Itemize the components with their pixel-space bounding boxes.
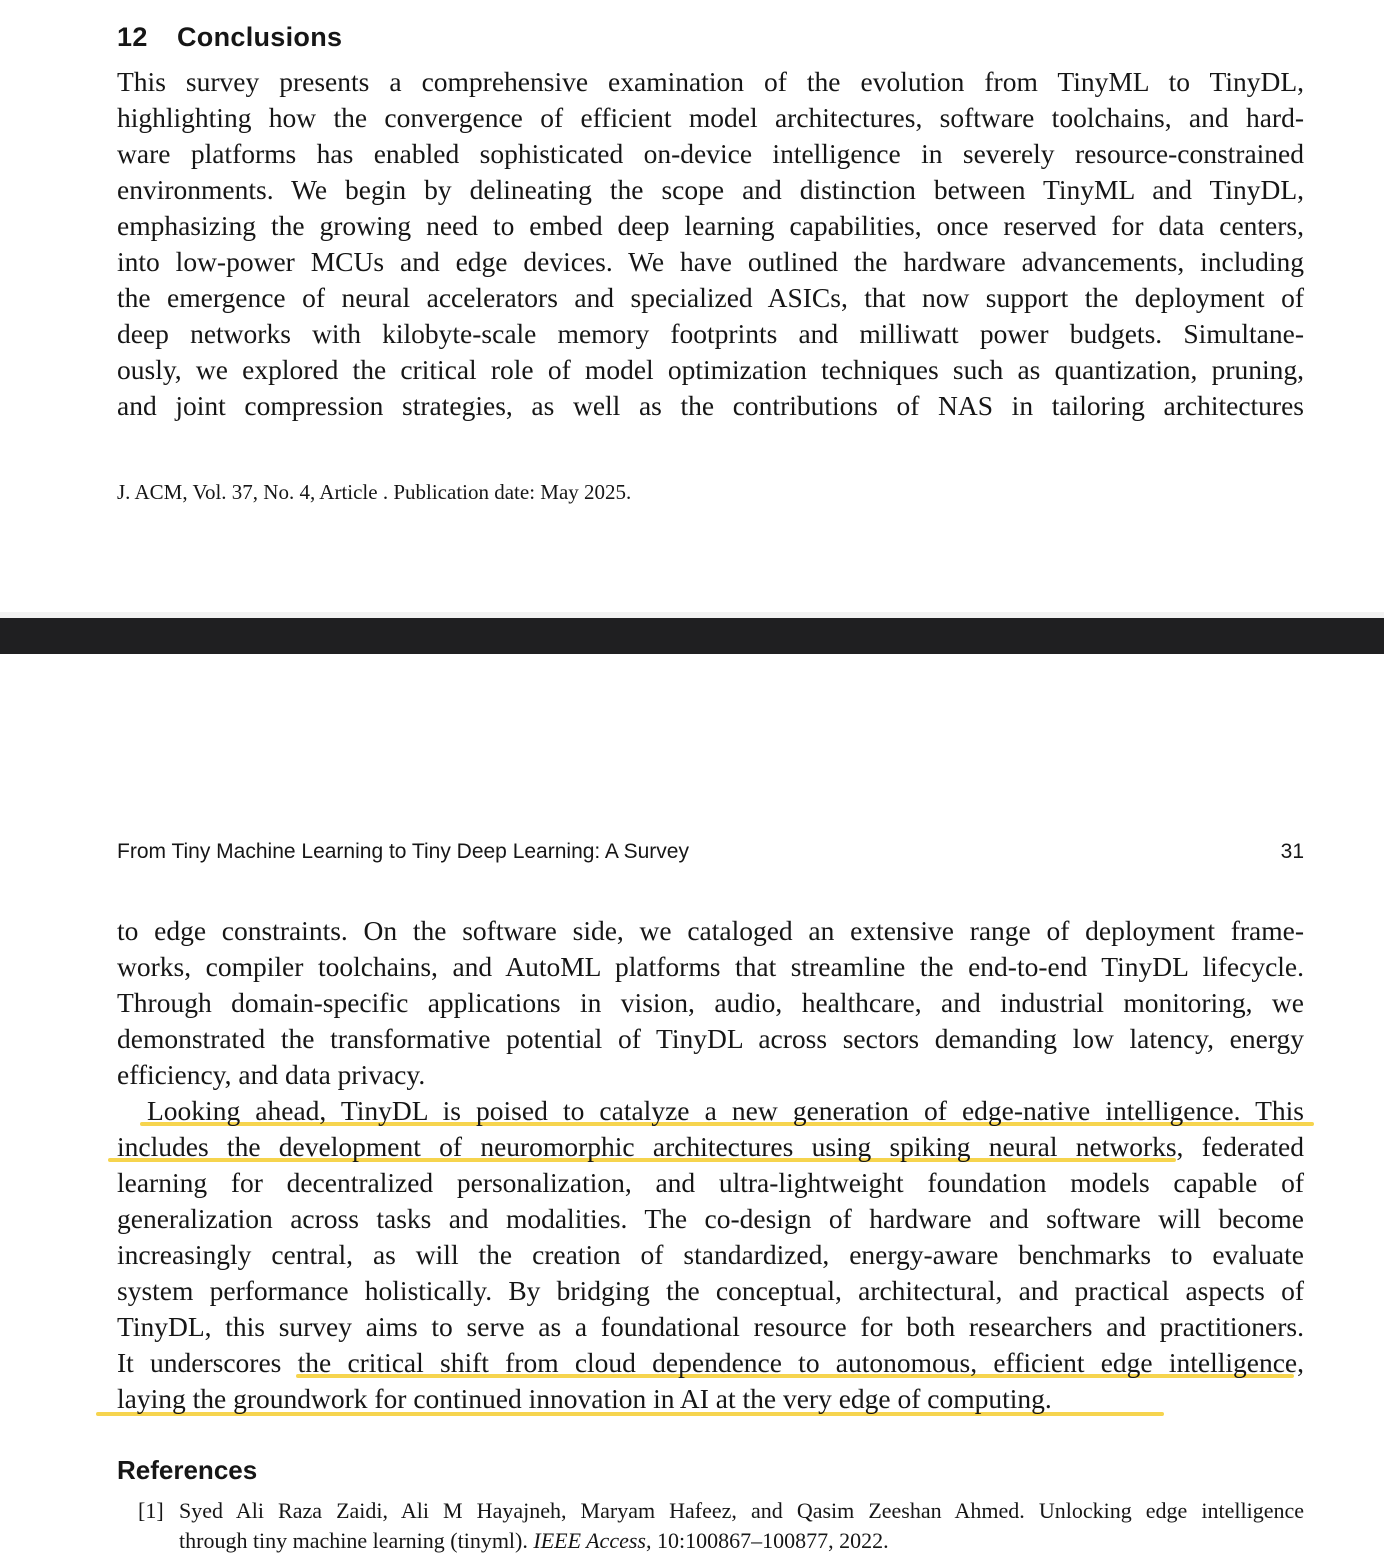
text-line: Looking ahead, TinyDL is poised to catalyze a new generation of edge-native intelligence. This: [147, 1095, 1304, 1126]
text-line: demonstrated the transformative potential of TinyDL across sectors demanding low latency, energy: [117, 1023, 1304, 1054]
reference-number: [1]: [138, 1498, 164, 1523]
text-line: increasingly central, as will the creation of standardized, energy-aware benchmarks to evaluate: [117, 1239, 1304, 1270]
section-heading: [117, 18, 342, 56]
text-line: It underscores the critical shift from cloud dependence to autonomous, efficient edge intelligence,: [117, 1347, 1304, 1378]
journal-footer: J. ACM, Vol. 37, No. 4, Article . Publication date: May 2025.: [117, 480, 632, 504]
text-line: TinyDL, this survey aims to serve as a foundational resource for both researchers and practitioners.: [117, 1311, 1304, 1342]
conclusions-paragraph: [117, 64, 1304, 424]
text-line: into low-power MCUs and edge devices. We have outlined the hardware advancements, including: [117, 246, 1304, 277]
text-line: laying the groundwork for continued innovation in AI at the very edge of computing.: [117, 1383, 1052, 1414]
top-page: [0, 0, 1384, 612]
reference-line: [179, 1526, 1304, 1556]
text-line: ously, we explored the critical role of model optimization techniques such as quantization, pruning,: [117, 354, 1304, 385]
text-line: generalization across tasks and modalities. The co-design of hardware and software will become: [117, 1203, 1304, 1234]
continued-paragraph: [117, 913, 1304, 1417]
text-line: to edge constraints. On the software side, we cataloged an extensive range of deployment frame-: [117, 915, 1304, 946]
page-number: 31: [1280, 840, 1304, 863]
text-line: learning for decentralized personalization, and ultra-lightweight foundation models capable of: [117, 1167, 1304, 1198]
page-separator: [0, 618, 1384, 654]
text-line: highlighting how the convergence of efficient model architectures, software toolchains, and hard-: [117, 102, 1304, 133]
text-line: the emergence of neural accelerators and specialized ASICs, that now support the deployment of: [117, 282, 1304, 313]
text-line: emphasizing the growing need to embed deep learning capabilities, once reserved for data centers,: [117, 210, 1304, 241]
references-heading: References: [117, 1455, 258, 1485]
section-number: 12: [117, 22, 148, 52]
text-line: Through domain-specific applications in vision, audio, healthcare, and industrial monitoring, we: [117, 987, 1304, 1018]
text-line: efficiency, and data privacy.: [117, 1059, 426, 1090]
text-line: This survey presents a comprehensive examination of the evolution from TinyML to TinyDL,: [117, 66, 1304, 97]
text-line: and joint compression strategies, as well as the contributions of NAS in tailoring architectures: [117, 390, 1304, 421]
text-line: system performance holistically. By bridging the conceptual, architectural, and practical aspects of: [117, 1275, 1304, 1306]
text-line: environments. We begin by delineating the scope and distinction between TinyML and TinyDL,: [117, 174, 1304, 205]
text-line: works, compiler toolchains, and AutoML platforms that streamline the end-to-end TinyDL lifecycle.: [117, 951, 1304, 982]
reference-details: , 10:100867–100877, 2022.: [645, 1528, 889, 1553]
reference-title-end: through tiny machine learning (tinyml).: [179, 1528, 528, 1553]
text-line: deep networks with kilobyte-scale memory footprints and milliwatt power budgets. Simultane-: [117, 318, 1304, 349]
reference-text: [179, 1496, 1304, 1556]
text-line: ware platforms has enabled sophisticated on-device intelligence in severely resource-constrained: [117, 138, 1304, 169]
text-line: includes the development of neuromorphic architectures using spiking neural networks, federated: [117, 1131, 1304, 1162]
section-title: Conclusions: [177, 22, 343, 52]
reference-line: Syed Ali Raza Zaidi, Ali M Hayajneh, Maryam Hafeez, and Qasim Zeeshan Ahmed. Unlocking edge intelligence: [179, 1498, 1304, 1523]
running-header: [117, 838, 1304, 866]
reference-venue: IEEE Access: [533, 1528, 646, 1553]
running-title: From Tiny Machine Learning to Tiny Deep Learning: A Survey: [117, 840, 689, 863]
